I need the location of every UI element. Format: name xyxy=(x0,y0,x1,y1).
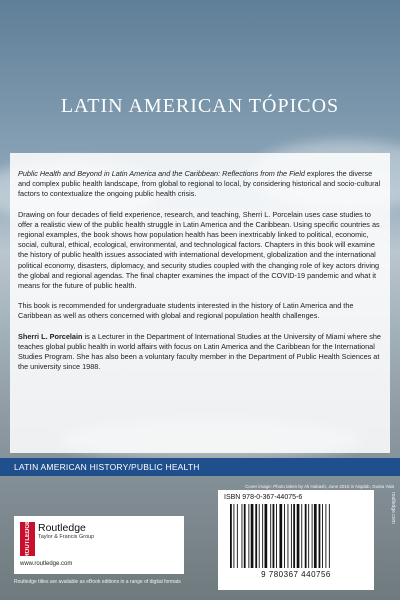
barcode-bar xyxy=(233,504,234,568)
barcode-bar xyxy=(319,504,321,568)
barcode-graphic xyxy=(224,504,368,570)
book-title-italic: Public Health and Beyond in Latin America and the Caribbean: Reflections from the Field xyxy=(18,169,305,178)
intro-text: explores the diverse and complex public health landscape, from global to regional to local, by considering historical and socio-cultural factors to contextualize the ongoing public health crisis. xyxy=(18,169,381,199)
recommendation-paragraph: This book is recommended for undergraduate students interested in the history of Latin America and the Caribbean as well as others concerned with global and regional population health challenges. xyxy=(18,301,354,321)
barcode-bar xyxy=(288,504,289,568)
photo-credit: Cover image: Photo taken by Ali Habash, June 2015 in Niqdab, Gusta Yala xyxy=(245,484,394,489)
series-title: LATIN AMERICAN TÓPICOS xyxy=(60,95,340,117)
barcode-bar xyxy=(308,504,309,568)
barcode-bar xyxy=(237,504,238,568)
barcode-bar xyxy=(329,504,330,568)
barcode-bar xyxy=(251,504,254,568)
barcode-bar xyxy=(279,504,282,568)
barcode-bar xyxy=(312,504,313,568)
author-bio: is a Lecturer in the Department of International Studies at the University of Miami where she teaches global public health in world affairs with focus on Latin America and the Caribbean for the International Studies Program. She has also been a voluntary faculty member in the Department of Public Health Sciences at the university since 1988. xyxy=(18,331,381,372)
barcode-bar xyxy=(270,504,271,568)
vertical-brand: routledge.com xyxy=(390,492,396,524)
publisher-url: www.routledge.com xyxy=(20,561,73,567)
isbn-label: ISBN 978-0-367-44075-6 xyxy=(224,494,303,501)
author-paragraph xyxy=(18,332,382,373)
barcode-bar xyxy=(297,504,300,568)
barcode-bar xyxy=(325,504,326,568)
barcode-bar xyxy=(244,504,246,568)
barcode-bar xyxy=(293,504,295,568)
category-band xyxy=(0,458,400,476)
barcode-bar xyxy=(262,504,263,568)
barcode-bar xyxy=(265,504,268,568)
publisher-logo-block xyxy=(14,516,184,574)
barcode-bar xyxy=(273,504,275,568)
routledge-logo: ROUTLEDGE xyxy=(20,522,35,556)
barcode-bar xyxy=(248,504,249,568)
barcode-bar xyxy=(301,504,302,568)
barcode-number: 9 780367 440756 xyxy=(261,570,331,579)
author-name: Sherri L. Porcelain xyxy=(18,331,83,341)
barcode-bar xyxy=(322,504,323,568)
category-label: LATIN AMERICAN HISTORY/PUBLIC HEALTH xyxy=(14,462,200,472)
description-panel xyxy=(10,153,390,453)
publisher-name: Routledge xyxy=(38,522,86,534)
barcode-bar xyxy=(255,504,257,568)
barcode-bar xyxy=(291,504,292,568)
barcode-bar xyxy=(230,504,232,568)
barcode-block xyxy=(218,490,374,590)
intro-paragraph xyxy=(18,169,382,200)
ebook-note: Routledge titles are available as eBook editions in a range of digital formats xyxy=(14,579,181,585)
barcode-bar xyxy=(259,504,260,568)
publisher-group: Taylor & Francis Group xyxy=(38,534,95,540)
barcode-bar xyxy=(305,504,307,568)
body-paragraph: Drawing on four decades of field experience, research, and teaching, Sherri L. Porcelain uses case studies to offer a realistic view of the public health struggle in Latin America and the Caribbean. Using specific countries as regional examples, the book shows how population health has been inextricably linked to political, economic, social, cultural, ethical, ecological, environmental, and technological factors. Chapters in this book will examine the history of public health issues associated with international development, globalization and the international political economy, disasters, diplomacy, and security studies coupled with the changing role of key actors driving the global and regional agendas. The final chapter examines the impact of the COVID-19 pandemic and what it means for the future of public health. xyxy=(18,209,380,291)
barcode-bar xyxy=(276,504,277,568)
barcode-bar xyxy=(242,504,243,568)
barcode-bar xyxy=(284,504,285,568)
barcode-bar xyxy=(314,504,317,568)
